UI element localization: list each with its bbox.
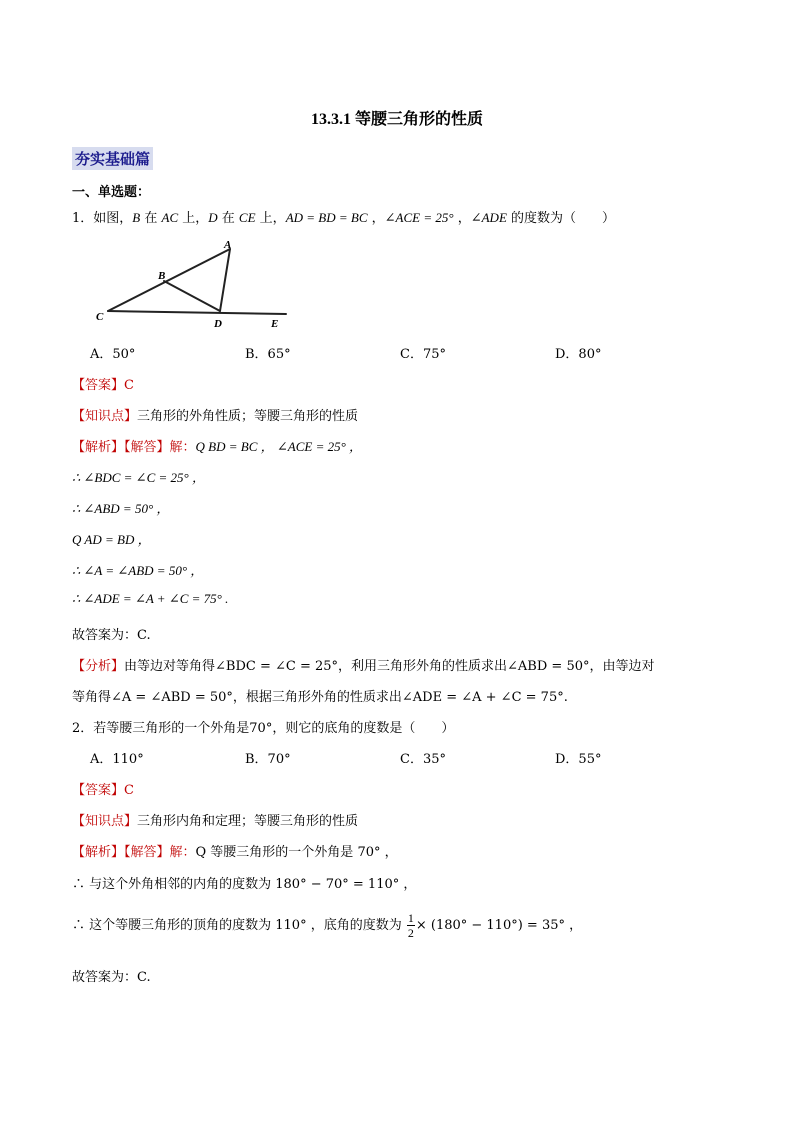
q1-answer: 【答案】C <box>72 378 134 393</box>
q2-option-d[interactable]: D．55° <box>555 752 602 767</box>
q1-fenxi-line1: 【分析】由等边对等角得∠BDC = ∠C = 25°，利用三角形外角的性质求出∠ABD = 50°，由等边对 <box>72 659 655 674</box>
q2-stem: 2．若等腰三角形的一个外角是70°，则它的底角的度数是（ ） <box>72 721 455 736</box>
q2-option-c[interactable]: C．35° <box>400 752 446 767</box>
q2-analysis-line3: ∴ 这个等腰三角形的顶角的度数为 110° ，底角的度数为 $\frac{1}{2}$ × (180° − 110°) = 35° ， <box>72 911 583 940</box>
point-label-e: E <box>271 318 279 330</box>
segment-ce <box>108 311 286 314</box>
q1-analysis-line2: ∴ ∠BDC = ∠C = 25° ， <box>72 470 205 485</box>
q1-analysis-line1: 【解析】【解答】解：Q BD = BC ， ∠ACE = 25° ， <box>72 439 363 455</box>
fraction-one-half: $\frac{1}{2}$ <box>407 911 414 940</box>
q1-fenxi-line2: 等角得∠A = ∠ABD = 50°，根据三角形外角的性质求出∠ADE = ∠A + ∠C = 75°. <box>72 690 568 705</box>
q1-stem: 1．如图，B 在 AC 上，D 在 CE 上，AD = BD = BC ，∠ACE = 25° ，∠ADE 的度数为（ ） <box>72 210 616 226</box>
q2-knowledge-point: 【知识点】三角形内角和定理；等腰三角形的性质 <box>72 814 359 829</box>
point-label-b: B <box>158 270 166 282</box>
q1-option-b[interactable]: B．65° <box>245 347 291 362</box>
q1-option-a[interactable]: A．50° <box>90 347 136 362</box>
q1-geometry-figure <box>92 236 292 336</box>
segment-bd <box>164 281 220 311</box>
point-label-c: C <box>96 311 104 323</box>
q2-answer: 【答案】C <box>72 783 134 798</box>
q1-analysis-line6: ∴ ∠ADE = ∠A + ∠C = 75° . <box>72 591 229 606</box>
q1-analysis-line4: Q AD = BD ， <box>72 532 151 547</box>
q2-option-a[interactable]: A．110° <box>90 752 144 767</box>
q2-analysis-line2: ∴ 与这个外角相邻的内角的度数为 180° − 70° = 110° ， <box>72 877 417 892</box>
q1-conclusion: 故答案为：C. <box>72 628 151 643</box>
q1-option-d[interactable]: D．80° <box>555 347 602 362</box>
q1-option-c[interactable]: C．75° <box>400 347 446 362</box>
point-label-a: A <box>224 239 232 251</box>
q2-option-b[interactable]: B．70° <box>245 752 291 767</box>
q1-analysis-line5: ∴ ∠A = ∠ABD = 50° ， <box>72 563 204 578</box>
segment-ad <box>220 249 230 311</box>
section-banner: 夯实基础篇 <box>72 147 153 170</box>
q2-analysis-line1: 【解析】【解答】解：Q 等腰三角形的一个外角是 70° ， <box>72 845 398 860</box>
q1-knowledge-point: 【知识点】三角形的外角性质；等腰三角形的性质 <box>72 409 359 424</box>
point-label-d: D <box>214 318 222 330</box>
page-title: 13.3.1 等腰三角形的性质 <box>310 111 483 128</box>
part-heading: 一、单选题： <box>72 185 151 200</box>
segment-ca <box>108 249 230 311</box>
q2-conclusion: 故答案为：C. <box>72 970 151 985</box>
q1-analysis-line3: ∴ ∠ABD = 50° ， <box>72 501 170 516</box>
